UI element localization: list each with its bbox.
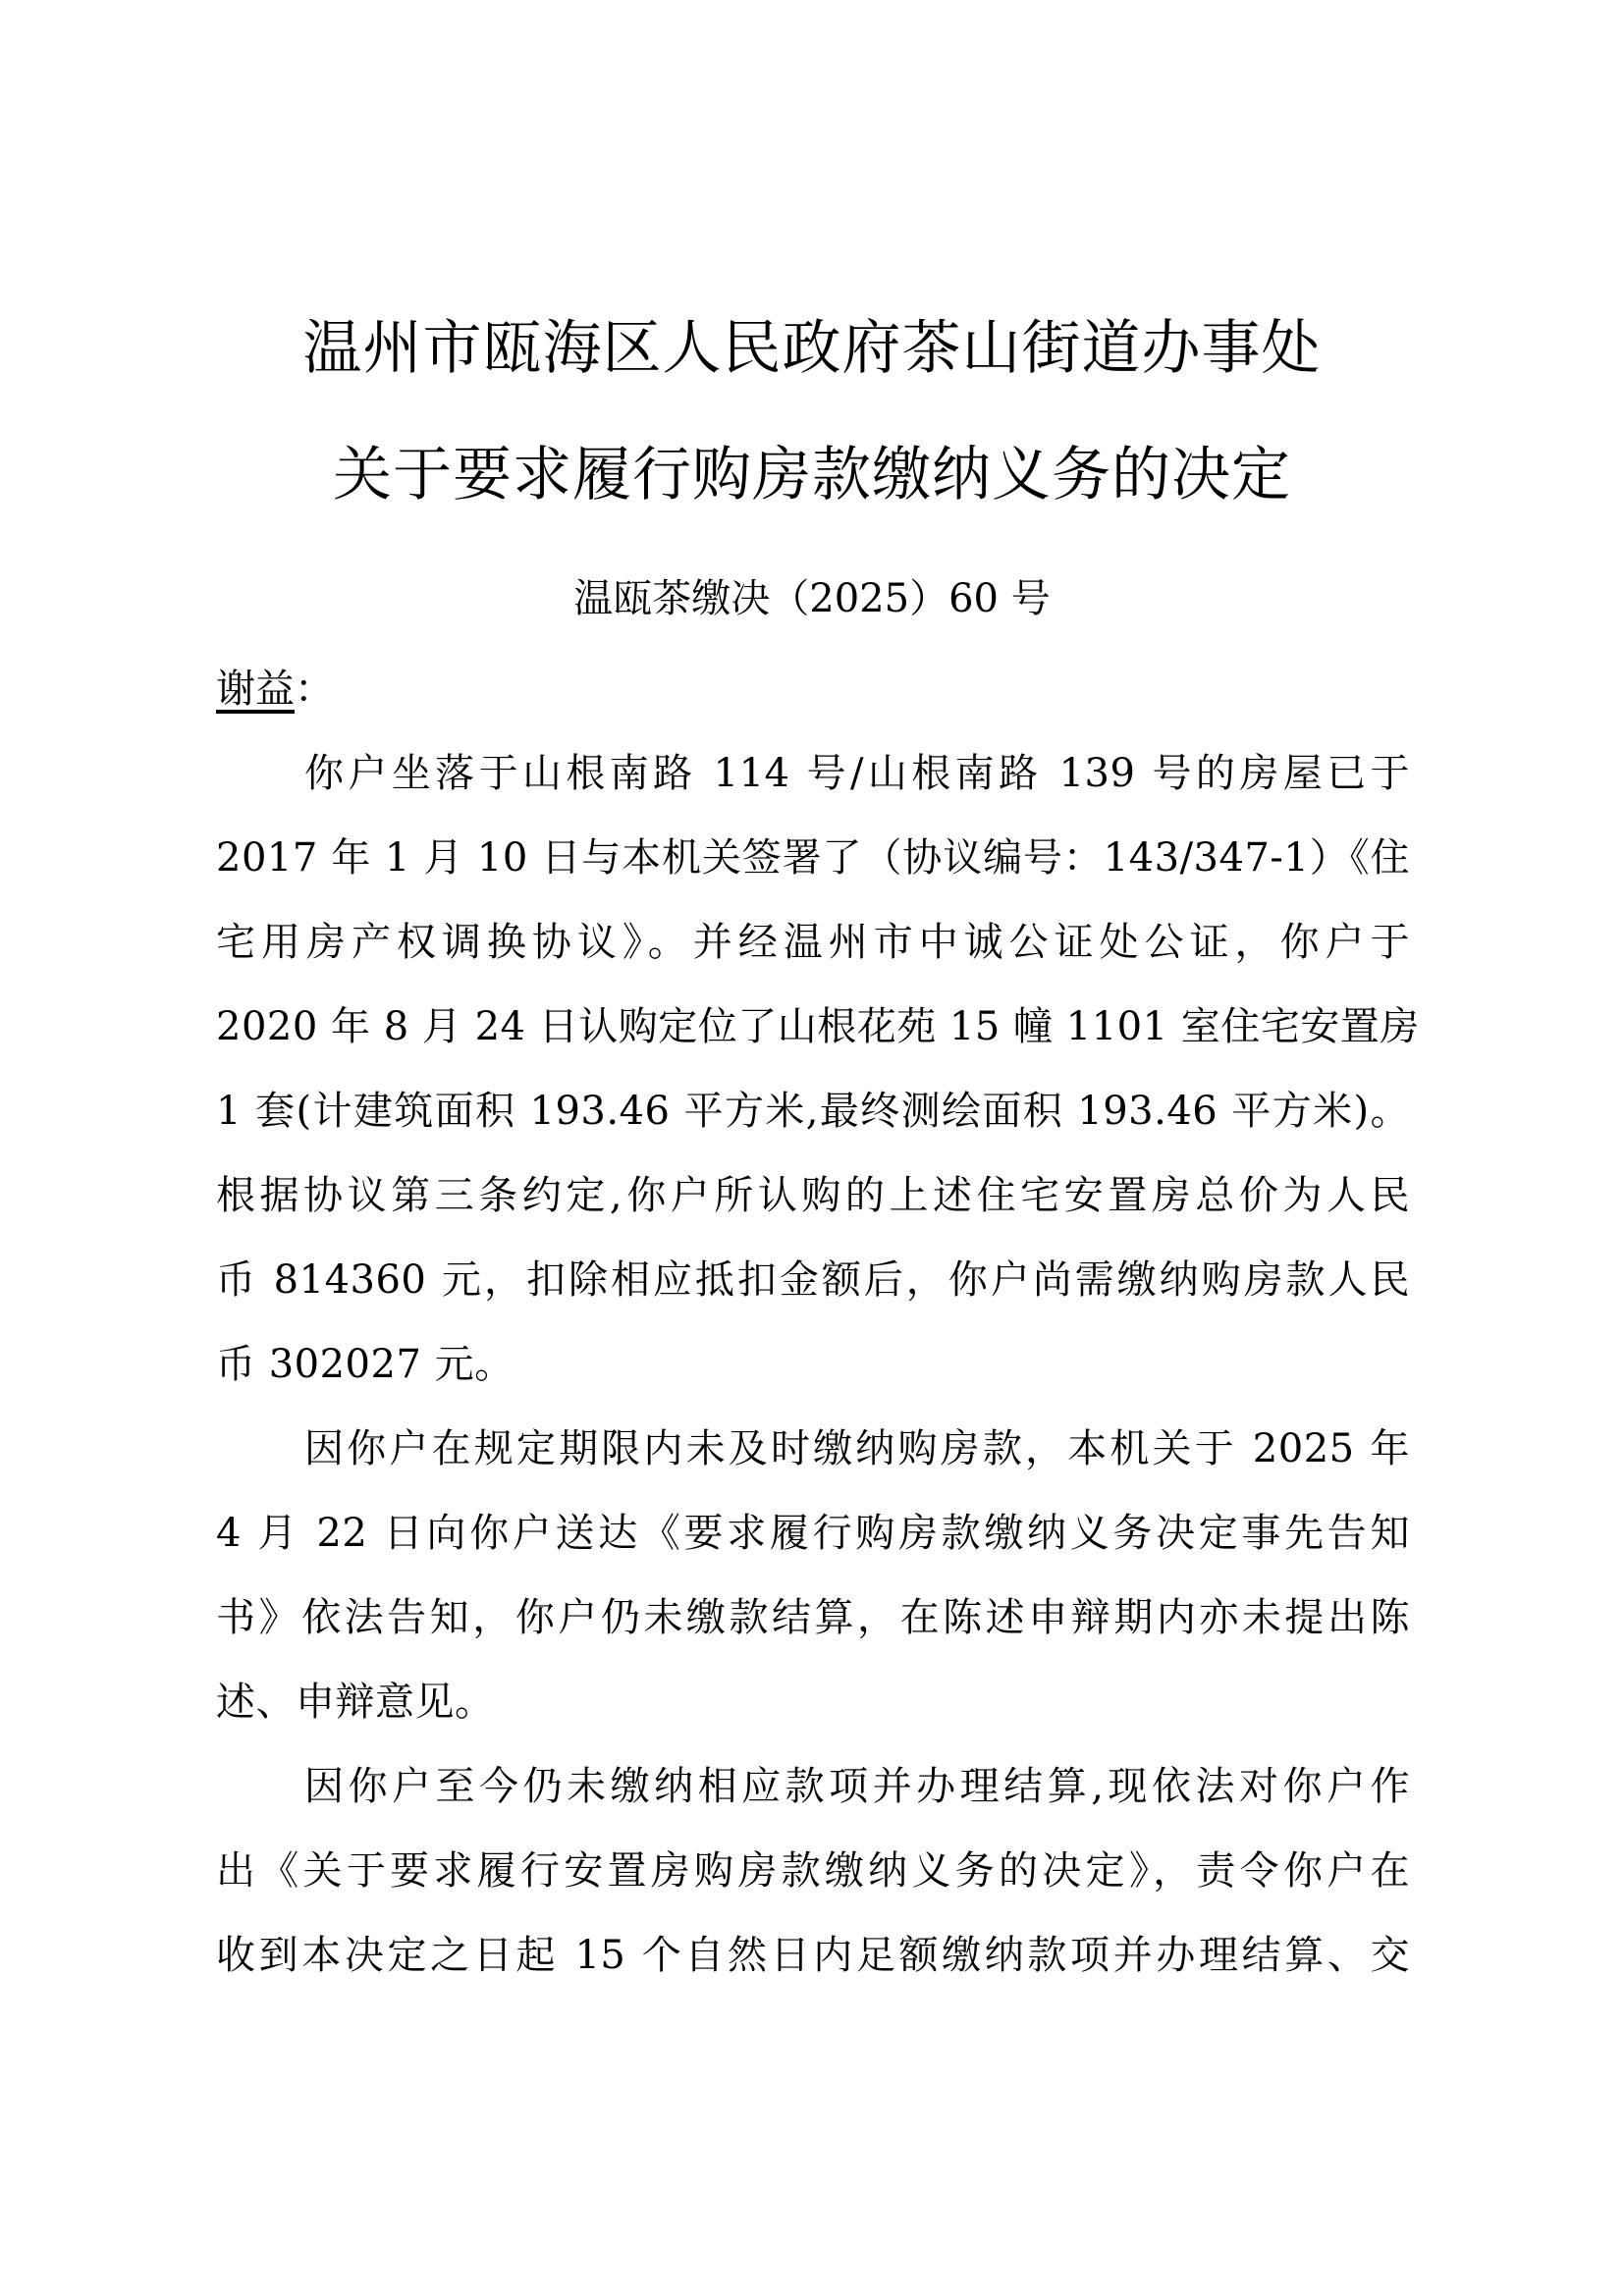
paragraph-3-line-1: 因你户至今仍未缴纳相应款项并办理结算,现依法对你户作: [304, 1764, 1410, 1809]
paragraph-3-line-2: 出《关于要求履行安置房购房款缴纳义务的决定》，责令你户在: [216, 1848, 1410, 1894]
paragraph-1-line-5: 1 套(计建筑面积 193.46 平方米,最终测绘面积 193.46 平方米)。: [216, 1089, 1410, 1134]
document-number: 温瓯茶缴决（2025）60 号: [573, 576, 1051, 621]
paragraph-1-line-4: 2020 年 8 月 24 日认购定位了山根花苑 15 幢 1101 室住宅安置房: [216, 1004, 1420, 1049]
paragraph-1-line-3: 宅用房产权调换协议》。并经温州市中诚公证处公证，你户于: [216, 920, 1410, 965]
paragraph-1-line-8: 币 302027 元。: [216, 1342, 514, 1387]
addressee-colon: ：: [295, 667, 334, 712]
paragraph-2-line-3: 书》依法告知，你户仍未缴款结算，在陈述申辩期内亦未提出陈: [216, 1595, 1410, 1640]
paragraph-2-line-4: 述、申辩意见。: [216, 1680, 495, 1725]
addressee: [216, 660, 334, 719]
addressee-name: 谢益: [216, 667, 295, 712]
paragraph-1-line-2: 2017 年 1 月 10 日与本机关签署了（协议编号：143/347-1）《住: [216, 835, 1410, 881]
paragraph-1-line-6: 根据协议第三条约定,你户所认购的上述住宅安置房总价为人民: [216, 1173, 1410, 1218]
paragraph-3-line-3: 收到本决定之日起 15 个自然日内足额缴纳款项并办理结算、交: [216, 1933, 1410, 1978]
title-line-1: 温州市瓯海区人民政府茶山街道办事处: [302, 314, 1322, 383]
paragraph-2-line-1: 因你户在规定期限内未及时缴纳购房款，本机关于 2025 年: [304, 1426, 1410, 1471]
title-line-2: 关于要求履行购房款缴纳义务的决定: [333, 441, 1291, 509]
paragraph-2-line-2: 4 月 22 日向你户送达《要求履行购房款缴纳义务决定事先告知: [216, 1511, 1410, 1556]
paragraph-1-line-7: 币 814360 元，扣除相应抵扣金额后，你户尚需缴纳购房款人民: [216, 1257, 1410, 1303]
paragraph-1-line-1: 你户坐落于山根南路 114 号/山根南路 139 号的房屋已于: [304, 751, 1410, 796]
